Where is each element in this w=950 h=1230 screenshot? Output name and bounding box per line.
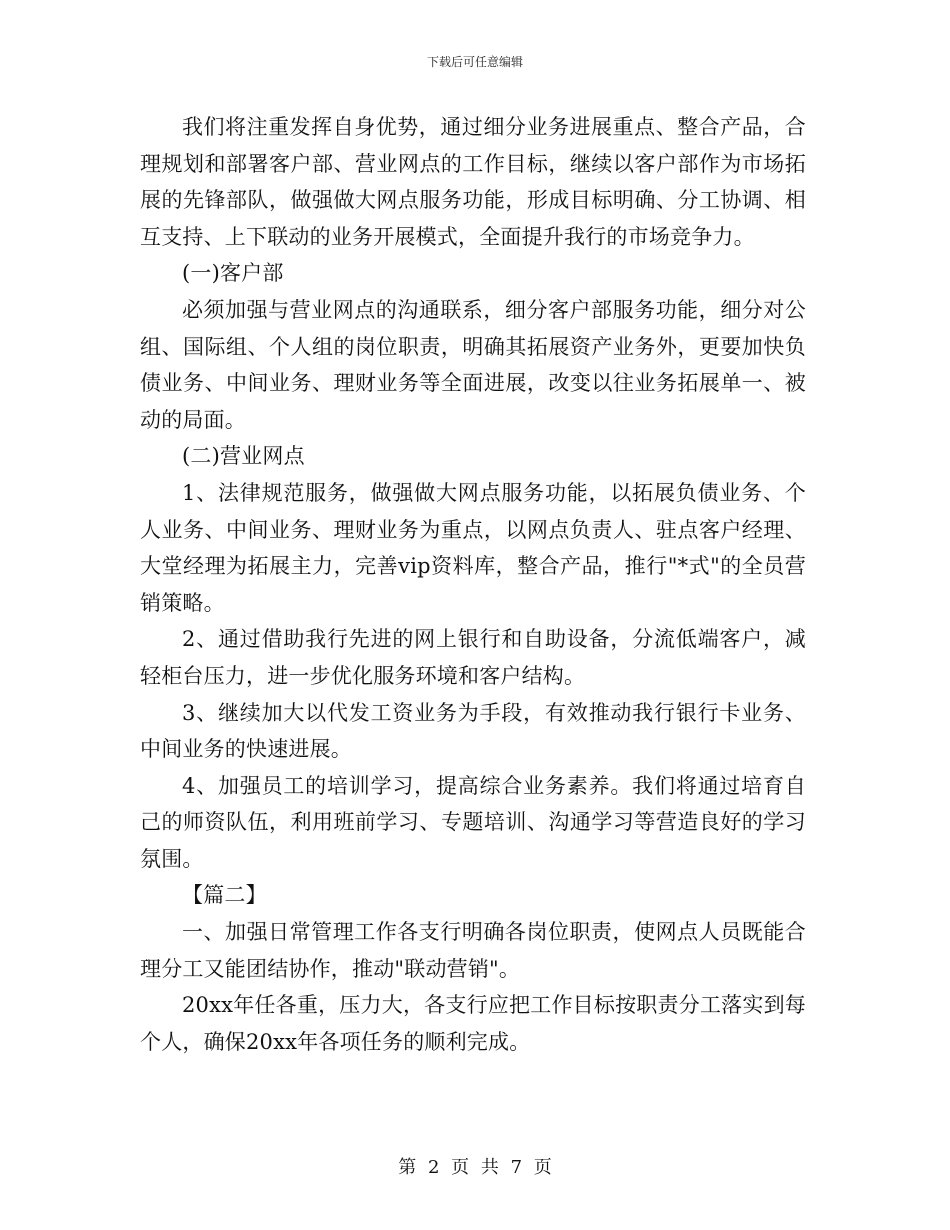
- paragraph-customer-dept: 必须加强与营业网点的沟通联系，细分客户部服务功能，细分对公组、国际组、个人组的岗位职责，明确其拓展资产业务外，更要加快负债业务、中间业务、理财业务等全面进展，改变以往业务拓展单一、被动的局面。: [140, 297, 806, 432]
- page-number: 第 2 页 共 7 页: [398, 1157, 552, 1178]
- list-item-4: 4、加强员工的培训学习，提高综合业务素养。我们将通过培育自己的师资队伍，利用班前学习、专题培训、沟通学习等营造良好的学习氛围。: [140, 773, 806, 871]
- list-item-3: 3、继续加大以代发工资业务为手段，有效推动我行银行卡业务、中间业务的快速进展。: [140, 700, 806, 762]
- paragraph-daily-management: 一、加强日常管理工作各支行明确各岗位职责，使网点人员既能合理分工又能团结协作，推动"联动营销"。: [140, 920, 806, 981]
- list-item-2: 2、通过借助我行先进的网上银行和自助设备，分流低端客户，减轻柜台压力，进一步优化服务环境和客户结构。: [140, 627, 806, 688]
- paragraph-annual-tasks: 20xx年任各重，压力大，各支行应把工作目标按职责分工落实到每个人，确保20xx年各项任务的顺利完成。: [140, 993, 806, 1054]
- document-body: [140, 109, 806, 1060]
- section-heading-part-two: 【篇二】: [182, 883, 267, 908]
- heading-customer-dept: (一)客户部: [182, 261, 284, 286]
- page-header: 下载后可任意编辑: [426, 55, 523, 69]
- list-item-1: 1、法律规范服务，做强做大网点服务功能，以拓展负债业务、个人业务、中间业务、理财业务为重点，以网点负责人、驻点客户经理、大堂经理为拓展主力，完善vip资料库，整合产品，推行"*式"的全员营销策略。: [140, 480, 806, 615]
- paragraph-intro: 我们将注重发挥自身优势，通过细分业务进展重点、整合产品，合理规划和部署客户部、营业网点的工作目标，继续以客户部作为市场拓展的先锋部队，做强做大网点服务功能，形成目标明确、分工协调、相互支持、上下联动的业务开展模式，全面提升我行的市场竞争力。: [140, 115, 806, 249]
- heading-business-outlets: (二)营业网点: [182, 444, 305, 469]
